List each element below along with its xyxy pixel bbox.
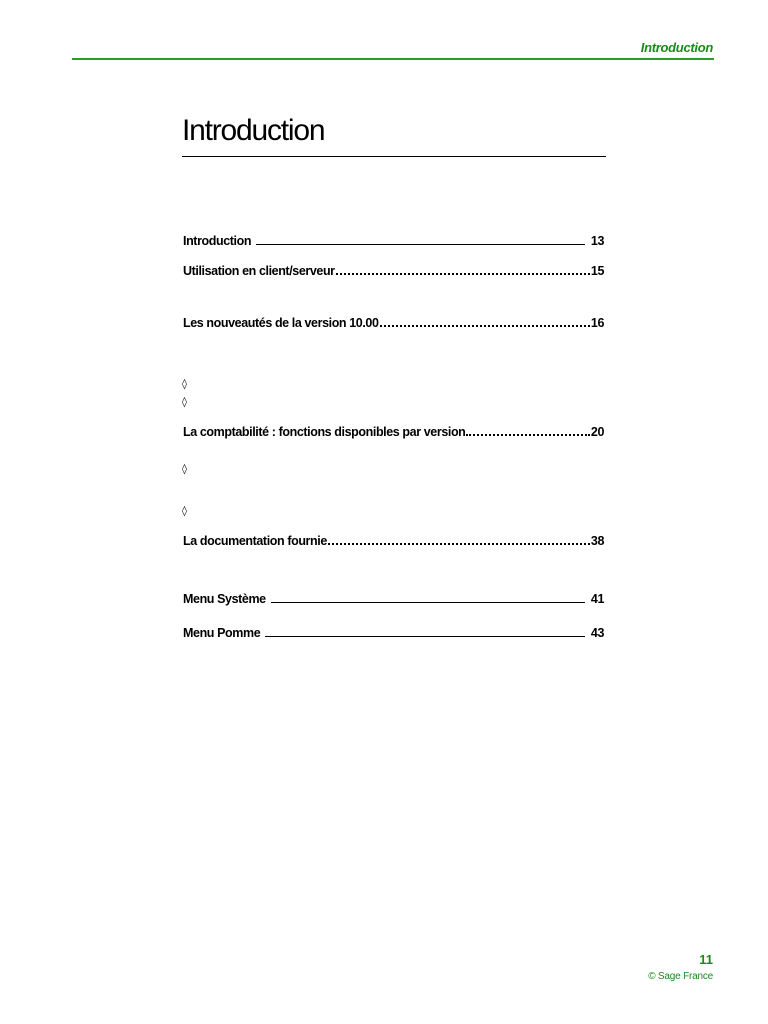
- copyright-notice: © Sage France: [648, 971, 713, 982]
- chapter-title: Introduction: [182, 114, 325, 147]
- toc-leader: [380, 316, 590, 327]
- toc-entry-introduction[interactable]: [183, 234, 604, 248]
- diamond-bullet-icon: ◊: [182, 379, 187, 390]
- toc-leader: [256, 234, 585, 245]
- toc-entry-page: 16: [590, 316, 604, 330]
- toc-entry-page: 13: [590, 234, 604, 248]
- toc-leader: [265, 626, 585, 637]
- toc-entry-label: La documentation fournie: [183, 534, 327, 548]
- toc-entry-documentation[interactable]: [183, 534, 604, 548]
- toc-leader: [336, 264, 590, 275]
- toc-entry-page: 20: [590, 425, 604, 439]
- diamond-bullet-icon: ◊: [182, 397, 187, 408]
- toc-entry-label: Introduction: [183, 234, 252, 248]
- page-number: 11: [699, 952, 713, 967]
- running-header-title: Introduction: [640, 40, 713, 55]
- toc-leader: [466, 425, 589, 436]
- toc-entry-client-serveur[interactable]: [183, 264, 604, 278]
- toc-entry-label: Utilisation en client/serveur: [183, 264, 335, 278]
- diamond-bullet-icon: ◊: [182, 506, 187, 517]
- toc-entry-nouveautes[interactable]: [183, 316, 604, 330]
- toc-entry-page: 41: [590, 592, 604, 606]
- toc-entry-label: La comptabilité : fonctions disponibles par version: [183, 425, 466, 439]
- toc-entry-label: Menu Pomme: [183, 626, 261, 640]
- toc-entry-page: 43: [590, 626, 604, 640]
- toc-entry-menu-pomme[interactable]: [183, 626, 604, 640]
- header-rule: [72, 58, 714, 60]
- title-rule: [182, 156, 606, 157]
- toc-entry-label: Menu Système: [183, 592, 266, 606]
- diamond-bullet-icon: ◊: [182, 464, 187, 475]
- toc-entry-comptabilite[interactable]: [183, 425, 604, 439]
- toc-entry-menu-systeme[interactable]: [183, 592, 604, 606]
- toc-entry-label: Les nouveautés de la version 10.00: [183, 316, 379, 330]
- toc-entry-page: 15: [590, 264, 604, 278]
- toc-leader: [328, 534, 590, 545]
- toc-leader: [271, 592, 585, 603]
- toc-entry-page: 38: [590, 534, 604, 548]
